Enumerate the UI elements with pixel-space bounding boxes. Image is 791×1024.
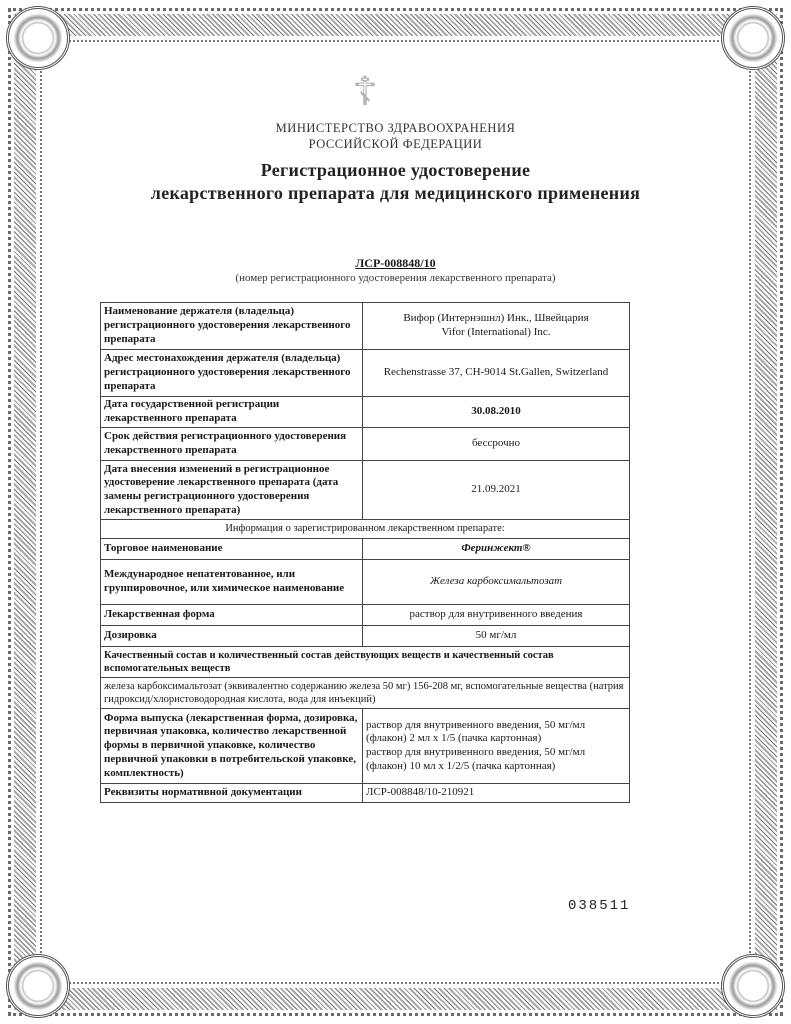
table-row — [101, 539, 630, 560]
address-value: Rechenstrasse 37, CH-9014 St.Gallen, Switzerland — [363, 350, 630, 397]
normative-doc-label: Реквизиты нормативной документации — [101, 784, 363, 803]
dosage-value: 50 мг/мл — [363, 626, 630, 647]
coat-of-arms-emblem-icon: ☦ — [352, 69, 378, 115]
table-row — [101, 350, 630, 397]
table-row — [101, 784, 630, 803]
trade-name-value: Феринжект® — [363, 539, 630, 560]
registration-number: ЛСР-008848/10 — [355, 256, 436, 270]
info-section-header: Информация о зарегистрированном лекарственном препарате: — [101, 520, 630, 539]
table-row — [101, 678, 630, 709]
registration-details-table — [100, 302, 630, 803]
holder-name-ru: Вифор (Интернэшнл) Инк., Швейцария — [403, 312, 589, 325]
table-row — [101, 560, 630, 605]
form-serial-number: 038511 — [568, 898, 631, 914]
address-label: Адрес местонахождения держателя (владельца) регистрационного удостоверения лекарственного препарата — [101, 350, 363, 397]
trade-name-label: Торговое наименование — [101, 539, 363, 560]
dosage-label: Дозировка — [101, 626, 363, 647]
table-row — [101, 520, 630, 539]
corner-ornament-bottom-right — [721, 954, 785, 1018]
table-row — [101, 709, 630, 784]
table-row — [101, 428, 630, 461]
ministry-name-line2: РОССИЙСКОЙ ФЕДЕРАЦИИ — [308, 137, 483, 151]
composition-value: железа карбоксимальтозат (эквивалентно содержанию железа 50 мг) 156-208 мг, вспомогательные вещества (натрия гидроксид/хлористоводородная кислота, вода для инъекций) — [101, 678, 630, 709]
holder-name-en: Vifor (International) Inc. — [441, 326, 551, 338]
registration-date-label: Дата государственной регистрации лекарственного препарата — [101, 397, 363, 428]
validity-value: бессрочно — [363, 428, 630, 461]
table-row — [101, 626, 630, 647]
change-date-value: 21.09.2021 — [363, 461, 630, 520]
registration-number-caption: (номер регистрационного удостоверения лекарственного препарата) — [235, 272, 556, 284]
holder-value — [363, 303, 630, 350]
table-row — [101, 397, 630, 428]
packaging-option-2: раствор для внутривенного введения, 50 мг/мл (флакон) 10 мл x 1/2/5 (пачка картонная) — [366, 746, 586, 772]
composition-label: Качественный состав и количественный состав действующих веществ и качественный состав вспомогательных веществ — [101, 647, 630, 678]
normative-doc-value: ЛСР-008848/10-210921 — [363, 784, 630, 803]
registration-date-value: 30.08.2010 — [363, 397, 630, 428]
inn-label: Международное непатентованное, или группировочное, или химическое наименование — [101, 560, 363, 605]
inn-value: Железа карбоксимальтозат — [363, 560, 630, 605]
dosage-form-value: раствор для внутривенного введения — [363, 605, 630, 626]
corner-ornament-top-right — [721, 6, 785, 70]
packaging-value — [363, 709, 630, 784]
table-row — [101, 647, 630, 678]
packaging-option-1: раствор для внутривенного введения, 50 мг/мл (флакон) 2 мл x 1/5 (пачка картонная) — [366, 718, 586, 745]
document-title-line1: Регистрационное удостоверение — [260, 160, 531, 180]
table-row — [101, 303, 630, 350]
validity-label: Срок действия регистрационного удостоверения лекарственного препарата — [101, 428, 363, 461]
document-title-line2: лекарственного препарата для медицинского применения — [150, 183, 641, 203]
dosage-form-label: Лекарственная форма — [101, 605, 363, 626]
corner-ornament-top-left — [6, 6, 70, 70]
table-row — [101, 605, 630, 626]
change-date-label: Дата внесения изменений в регистрационное удостоверение лекарственного препарата (дата замены регистрационного удостоверения лекарственного препарата) — [101, 461, 363, 520]
table-row — [101, 461, 630, 520]
packaging-label: Форма выпуска (лекарственная форма, дозировка, первичная упаковка, количество лекарственной формы в первичной упаковке, количество первичной упаковки в потребительской упаковке, комплектность) — [101, 709, 363, 784]
holder-label: Наименование держателя (владельца) регистрационного удостоверения лекарственного препарата — [101, 303, 363, 350]
ministry-name-line1: МИНИСТЕРСТВО ЗДРАВООХРАНЕНИЯ — [275, 121, 516, 135]
corner-ornament-bottom-left — [6, 954, 70, 1018]
